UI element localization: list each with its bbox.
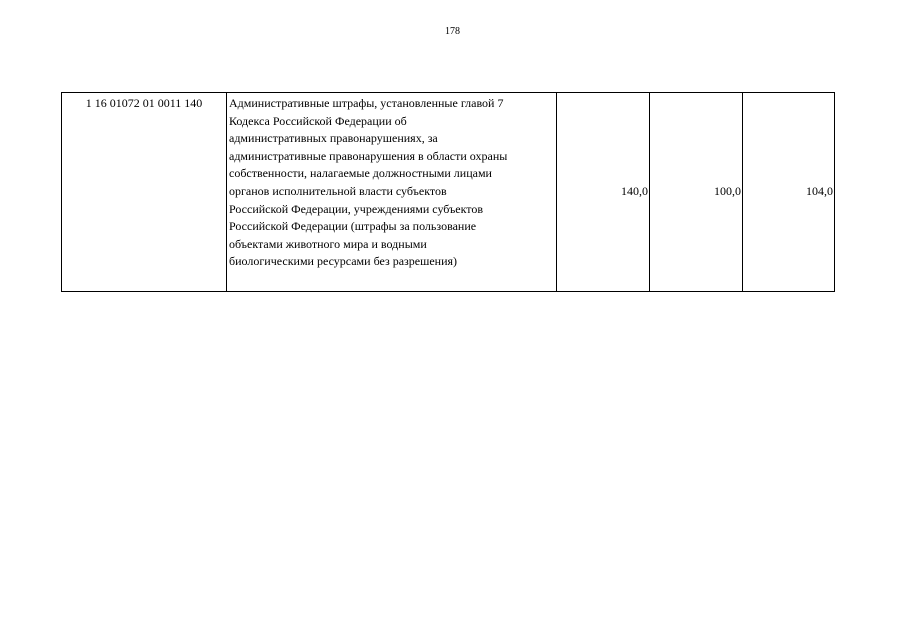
description-line: Административные штрафы, установленные главой 7	[229, 96, 504, 110]
amount-cell-3: 104,0	[743, 93, 835, 292]
description-line: Российской Федерации, учреждениями субъектов	[229, 201, 484, 216]
amount-cell-2: 100,0	[650, 93, 743, 292]
description-line: административных правонарушениях, за	[229, 131, 438, 146]
revenue-description	[227, 93, 557, 292]
description-line: Российской Федерации (штрафы за пользование	[229, 219, 477, 234]
description-line: административные правонарушения в области охраны	[229, 148, 508, 163]
page-number: 178	[445, 26, 460, 37]
description-line: собственности, налагаемые должностными лицами	[229, 166, 492, 181]
description-line: органов исполнительной власти субъектов	[229, 183, 447, 198]
table-row	[62, 93, 835, 292]
description-line: Кодекса Российской Федерации об	[229, 113, 407, 128]
amount-cell-1: 140,0	[557, 93, 650, 292]
budget-classification-code: 1 16 01072 01 0011 140	[62, 93, 227, 292]
description-line: объектами животного мира и водными	[229, 236, 427, 251]
budget-table	[61, 92, 835, 292]
description-line: биологическими ресурсами без разрешения)	[229, 254, 458, 269]
